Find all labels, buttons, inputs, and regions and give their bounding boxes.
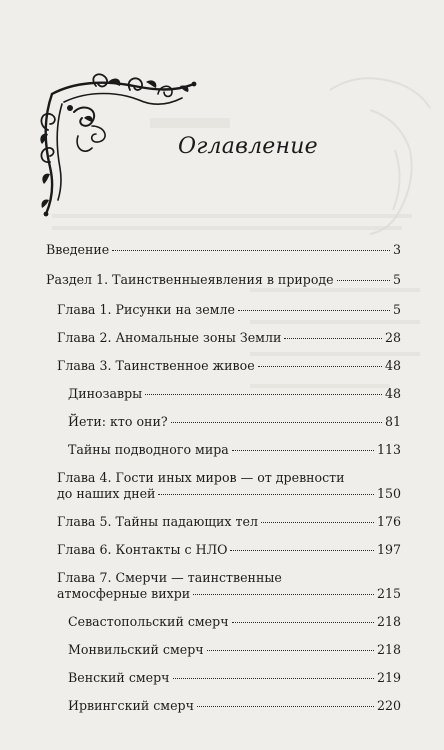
toc-entry-title: Динозавры	[68, 386, 143, 401]
toc-entry-title: Венский смерч	[68, 670, 170, 685]
dot-leader	[207, 650, 374, 651]
toc-entry-title-line: Глава 4. Гости иных миров — от древности	[57, 470, 345, 485]
dot-leader	[258, 366, 382, 367]
toc-entry-last-line	[57, 486, 401, 502]
toc-entry-page: 81	[384, 414, 401, 429]
dot-leader	[197, 706, 374, 707]
toc-entry-page: 48	[384, 358, 401, 373]
toc-entry-page: 5	[392, 272, 401, 287]
toc-entry	[68, 442, 401, 458]
toc-entry-last-line	[57, 586, 401, 602]
toc-entry-title: Глава 5. Тайны падающих тел	[57, 514, 258, 529]
toc-entry-title: Глава 6. Контакты с НЛО	[57, 542, 228, 557]
toc-entry-page: 5	[392, 302, 401, 317]
dot-leader	[173, 678, 374, 679]
toc-entry-title-line: атмосферные вихри	[57, 586, 191, 601]
toc-entry-title: Монвильский смерч	[68, 642, 204, 657]
toc-entry	[68, 642, 401, 658]
toc-entry-title-line: Глава 7. Смерчи — таинственные	[57, 570, 282, 585]
toc-entry-page: 48	[384, 386, 401, 401]
toc-entry	[68, 414, 401, 430]
toc-entry-title-line: до наших дней	[57, 486, 156, 501]
toc-entry	[57, 302, 401, 318]
toc-entry-page: 3	[392, 242, 401, 257]
dot-leader	[230, 550, 374, 551]
dot-leader	[284, 338, 382, 339]
toc-entry-page: 150	[376, 486, 401, 501]
toc-entry	[68, 670, 401, 686]
toc-entry-page: 113	[376, 442, 401, 457]
toc-entry-page: 28	[384, 330, 401, 345]
dot-leader	[171, 422, 382, 423]
toc-entry-page: 197	[376, 542, 401, 557]
toc-entry	[57, 470, 401, 502]
toc-entry-page: 176	[376, 514, 401, 529]
dot-leader	[232, 450, 374, 451]
toc-entry	[68, 386, 401, 402]
toc-entry-title: Йети: кто они?	[68, 414, 168, 429]
toc-entry-title: Введение	[46, 242, 110, 257]
toc-entry-title: Раздел 1. Таинственныеявления в природе	[46, 272, 334, 287]
dot-leader	[193, 594, 374, 595]
dot-leader	[337, 280, 390, 281]
toc-entry-title: Глава 2. Аномальные зоны Земли	[57, 330, 282, 345]
toc-entry-title: Ирвингский смерч	[68, 698, 194, 713]
toc-entry-title: Тайны подводного мира	[68, 442, 229, 457]
dot-leader	[112, 250, 390, 251]
toc-entry	[57, 514, 401, 530]
toc-entry-title: Севастопольский смерч	[68, 614, 229, 629]
dot-leader	[238, 310, 390, 311]
toc-entry-page: 218	[376, 614, 401, 629]
dot-leader	[232, 622, 374, 623]
toc-entry	[68, 698, 401, 714]
toc-entry	[57, 330, 401, 346]
toc-entry	[46, 272, 401, 288]
toc-entry	[46, 242, 401, 258]
toc-entry-title: Глава 3. Таинственное живое	[57, 358, 255, 373]
dot-leader	[145, 394, 382, 395]
toc-entry-page: 218	[376, 642, 401, 657]
dot-leader	[158, 494, 374, 495]
toc-entry	[68, 614, 401, 630]
toc-entry	[57, 570, 401, 602]
page-title: Оглавление	[178, 134, 318, 159]
dot-leader	[261, 522, 374, 523]
toc-entry-page: 220	[376, 698, 401, 713]
toc-entry	[57, 358, 401, 374]
toc-entry-page: 219	[376, 670, 401, 685]
toc-entry	[57, 542, 401, 558]
toc-entry-page: 215	[376, 586, 401, 601]
toc-entry-title: Глава 1. Рисунки на земле	[57, 302, 235, 317]
